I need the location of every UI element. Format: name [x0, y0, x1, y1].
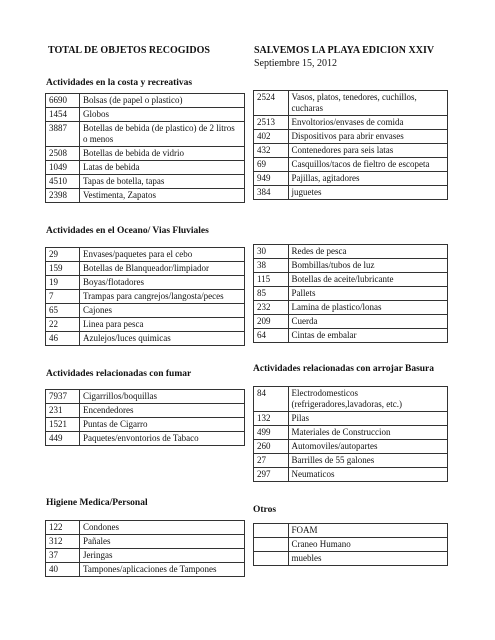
item-description: Botellas de aceite/lubricante	[288, 273, 447, 287]
item-count: 312	[46, 535, 80, 549]
item-count: 499	[254, 426, 289, 440]
section-heading-higiene: Higiene Medica/Personal	[46, 498, 148, 508]
item-description: Tampones/aplicaciones de Tampones	[80, 563, 245, 577]
item-count: 65	[46, 304, 80, 318]
table-row	[254, 245, 448, 259]
item-description: Cintas de embalar	[288, 329, 447, 343]
item-count: 159	[46, 262, 80, 276]
table-row	[254, 91, 448, 116]
item-description: Jeringas	[80, 549, 245, 563]
table-row	[46, 521, 245, 535]
item-description: Bombillas/tubos de luz	[288, 259, 447, 273]
table-row	[254, 552, 448, 566]
item-count	[254, 552, 289, 566]
item-description: Redes de pesca	[288, 245, 447, 259]
item-count: 84	[254, 387, 289, 412]
table-row	[46, 189, 245, 203]
item-count: 432	[254, 144, 289, 158]
item-count: 69	[254, 158, 289, 172]
table-costa	[45, 93, 245, 203]
item-description: Bolsas (de papel o plastico)	[80, 94, 245, 108]
table-fumar	[45, 389, 245, 446]
item-description: Envoltorios/envases de comida	[288, 116, 447, 130]
table-row	[254, 329, 448, 343]
item-count: 1049	[46, 161, 80, 175]
item-count: 949	[254, 172, 289, 186]
table-row	[46, 418, 245, 432]
table-row	[254, 315, 448, 329]
item-description: FOAM	[288, 524, 447, 538]
section-heading-otros: Otros	[253, 505, 277, 515]
table-row	[254, 454, 448, 468]
table-row	[254, 468, 448, 482]
table-row	[254, 538, 448, 552]
table-row	[254, 426, 448, 440]
item-description: Pañales	[80, 535, 245, 549]
table-higiene	[45, 520, 245, 577]
item-count: 384	[254, 186, 289, 200]
table-basura	[253, 386, 448, 482]
table-oceano-2	[253, 244, 448, 343]
item-count: 2508	[46, 147, 80, 161]
item-description: Paquetes/envontorios de Tabaco	[80, 432, 245, 446]
table-row	[46, 404, 245, 418]
item-count	[254, 524, 289, 538]
table-row	[254, 158, 448, 172]
item-description: Encendedores	[80, 404, 245, 418]
item-count: 27	[254, 454, 289, 468]
section-heading-costa: Actividades en la costa y recreativas	[46, 78, 193, 88]
item-description: Trampas para cangrejos/langosta/peces	[80, 290, 245, 304]
item-count: 402	[254, 130, 289, 144]
item-description: Vestimenta, Zapatos	[80, 189, 245, 203]
item-description: Pallets	[288, 287, 447, 301]
page-title-right: SALVEMOS LA PLAYA EDICION XXIV	[254, 45, 435, 56]
table-row	[254, 116, 448, 130]
item-count: 38	[254, 259, 289, 273]
item-count: 1454	[46, 108, 80, 122]
item-description: Neumaticos	[288, 468, 447, 482]
table-row	[46, 563, 245, 577]
table-row	[254, 144, 448, 158]
item-description: Electrodomesticos (refrigeradores,lavadoras, etc.)	[288, 387, 447, 412]
item-count: 209	[254, 315, 289, 329]
table-row	[46, 432, 245, 446]
item-count: 122	[46, 521, 80, 535]
item-description: Boyas/flotadores	[80, 276, 245, 290]
table-row	[254, 259, 448, 273]
table-row	[46, 147, 245, 161]
section-heading-oceano: Actividades en el Oceano/ Vias Fluviales	[46, 226, 209, 236]
item-count	[254, 538, 289, 552]
item-description: Dispositivos para abrir envases	[288, 130, 447, 144]
table-row	[46, 122, 245, 147]
item-description: Cuerda	[288, 315, 447, 329]
item-count: 260	[254, 440, 289, 454]
table-row	[254, 273, 448, 287]
item-description: Casquillos/tacos de fieltro de escopeta	[288, 158, 447, 172]
item-count: 40	[46, 563, 80, 577]
item-count: 2524	[254, 91, 289, 116]
item-description: Botellas de bebida de vidrio	[80, 147, 245, 161]
item-count: 2398	[46, 189, 80, 203]
item-description: Envases/paquetes para el cebo	[80, 248, 245, 262]
table-row	[254, 287, 448, 301]
item-description: Pilas	[288, 412, 447, 426]
item-description: Lamina de plastico/lonas	[288, 301, 447, 315]
table-row	[46, 248, 245, 262]
table-row	[46, 535, 245, 549]
item-count: 1521	[46, 418, 80, 432]
item-count: 449	[46, 432, 80, 446]
item-count: 7	[46, 290, 80, 304]
item-description: Botellas de bebida (de plastico) de 2 litros o menos	[80, 122, 245, 147]
item-count: 232	[254, 301, 289, 315]
table-row	[46, 175, 245, 189]
item-description: Azulejos/luces quimicas	[80, 332, 245, 346]
item-description: Cigarrillos/boquillas	[80, 390, 245, 404]
item-count: 64	[254, 329, 289, 343]
item-description: Linea para pesca	[80, 318, 245, 332]
item-description: Pajillas, agitadores	[288, 172, 447, 186]
item-description: Vasos, platos, tenedores, cuchillos, cucharas	[288, 91, 447, 116]
item-count: 132	[254, 412, 289, 426]
item-count: 2513	[254, 116, 289, 130]
item-count: 6690	[46, 94, 80, 108]
table-row	[254, 524, 448, 538]
item-description: Condones	[80, 521, 245, 535]
item-description: Latas de bebida	[80, 161, 245, 175]
table-row	[46, 318, 245, 332]
item-count: 46	[46, 332, 80, 346]
item-description: juguetes	[288, 186, 447, 200]
item-count: 19	[46, 276, 80, 290]
table-row	[46, 304, 245, 318]
table-row	[46, 549, 245, 563]
item-count: 231	[46, 404, 80, 418]
item-count: 37	[46, 549, 80, 563]
page-title-left: TOTAL DE OBJETOS RECOGIDOS	[48, 45, 210, 56]
item-count: 3887	[46, 122, 80, 147]
table-row	[254, 387, 448, 412]
table-row	[46, 262, 245, 276]
item-description: Cajones	[80, 304, 245, 318]
item-description: Globos	[80, 108, 245, 122]
table-row	[254, 186, 448, 200]
item-count: 297	[254, 468, 289, 482]
table-row	[46, 161, 245, 175]
table-row	[46, 108, 245, 122]
item-description: Puntas de Cigarro	[80, 418, 245, 432]
section-heading-basura: Actividades relacionadas con arrojar Basura	[253, 364, 435, 374]
table-row	[254, 130, 448, 144]
table-otros	[253, 523, 448, 566]
section-heading-fumar: Actividades relacionadas con fumar	[46, 369, 192, 379]
event-date: Septiembre 15, 2012	[254, 58, 338, 69]
table-row	[254, 440, 448, 454]
item-description: Automoviles/autopartes	[288, 440, 447, 454]
item-description: Botellas de Blanqueador/limpiador	[80, 262, 245, 276]
item-count: 22	[46, 318, 80, 332]
table-costa-2	[253, 90, 448, 200]
item-count: 4510	[46, 175, 80, 189]
item-description: Contenedores para seis latas	[288, 144, 447, 158]
item-count: 115	[254, 273, 289, 287]
table-row	[254, 301, 448, 315]
table-row	[46, 94, 245, 108]
item-count: 30	[254, 245, 289, 259]
item-count: 85	[254, 287, 289, 301]
table-row	[46, 390, 245, 404]
item-description: Barrilles de 55 galones	[288, 454, 447, 468]
item-description: Tapas de botella, tapas	[80, 175, 245, 189]
table-row	[46, 276, 245, 290]
item-description: Craneo Humano	[288, 538, 447, 552]
table-row	[254, 172, 448, 186]
item-count: 29	[46, 248, 80, 262]
item-count: 7937	[46, 390, 80, 404]
table-row	[46, 290, 245, 304]
item-description: muebles	[288, 552, 447, 566]
table-row	[254, 412, 448, 426]
item-description: Materiales de Construccion	[288, 426, 447, 440]
table-oceano	[45, 247, 245, 346]
table-row	[46, 332, 245, 346]
